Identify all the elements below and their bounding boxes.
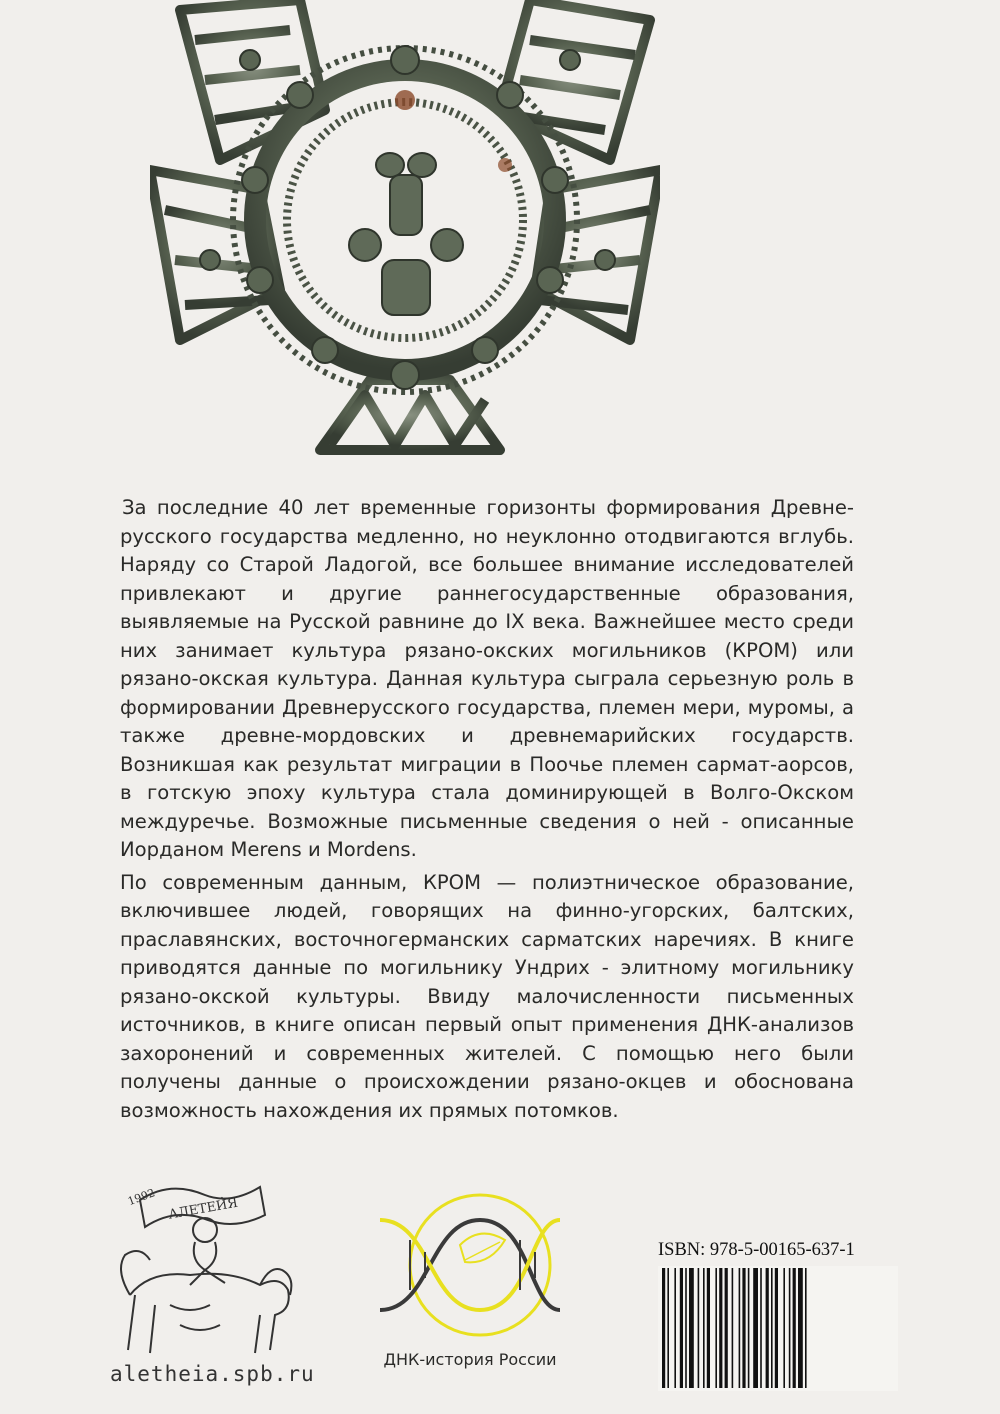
publisher-logo xyxy=(110,1175,300,1360)
series-name: ДНК-история России xyxy=(383,1350,557,1369)
leaf-icon xyxy=(460,1234,505,1263)
blurb-paragraph-2: По современным данным, КРОМ — полиэтническое образование, включившее людей, говорящих на финно-угорских, балтских, праславянских, восточногерманских сарматских наречиях. В книге приводятся данные по могильнику Ундрих - элитному могильнику рязано-окской культуры. Ввиду малочисленности письменных источников, в книге описан первый опыт применения ДНК-анализов захоронений и современных жителей. С помощью него были получены данные о происхождении рязано-окцев и обоснована возможность нахождения их прямых потомков. xyxy=(120,870,854,1122)
blurb xyxy=(120,494,854,1125)
publisher-logo-text: АЛЕТЕЙЯ xyxy=(167,1195,240,1223)
blurb-paragraph-1: За последние 40 лет временные горизонты формирования Древне-русского государства медленно, но неуклонно отодвигаются вглубь. Наряду со Старой Ладогой, все большее внимание исследователей привлекают и другие раннегосударственные образования, выявляемые на Русской равнине до IX века. Важнейшее место среди них занимает культура рязано-окских могильников (КРОМ) или рязано-окская культура. Данная культура сыграла серьезную роль в формировании Древнерусского государства, племен мери, муромы, а также древне-мордовских и древнемарийских государств. Возникшая как результат миграции в Поочье племен сармат-аорсов, в готскую эпоху культура стала доминирующей в Волго-Окском междуречье. Возможные письменные сведения о ней - описанные Иорданом Merens и Mordens. xyxy=(120,496,854,861)
brooch-image xyxy=(150,0,660,460)
publisher-logo-year: 1992 xyxy=(126,1186,157,1209)
dna-series-logo xyxy=(370,1190,570,1340)
barcode-icon xyxy=(658,1266,898,1391)
isbn-label: ISBN: 978-5-00165-637-1 xyxy=(658,1240,855,1260)
publisher-url[interactable]: aletheia.spb.ru xyxy=(110,1362,315,1386)
lion-icon xyxy=(121,1251,291,1353)
